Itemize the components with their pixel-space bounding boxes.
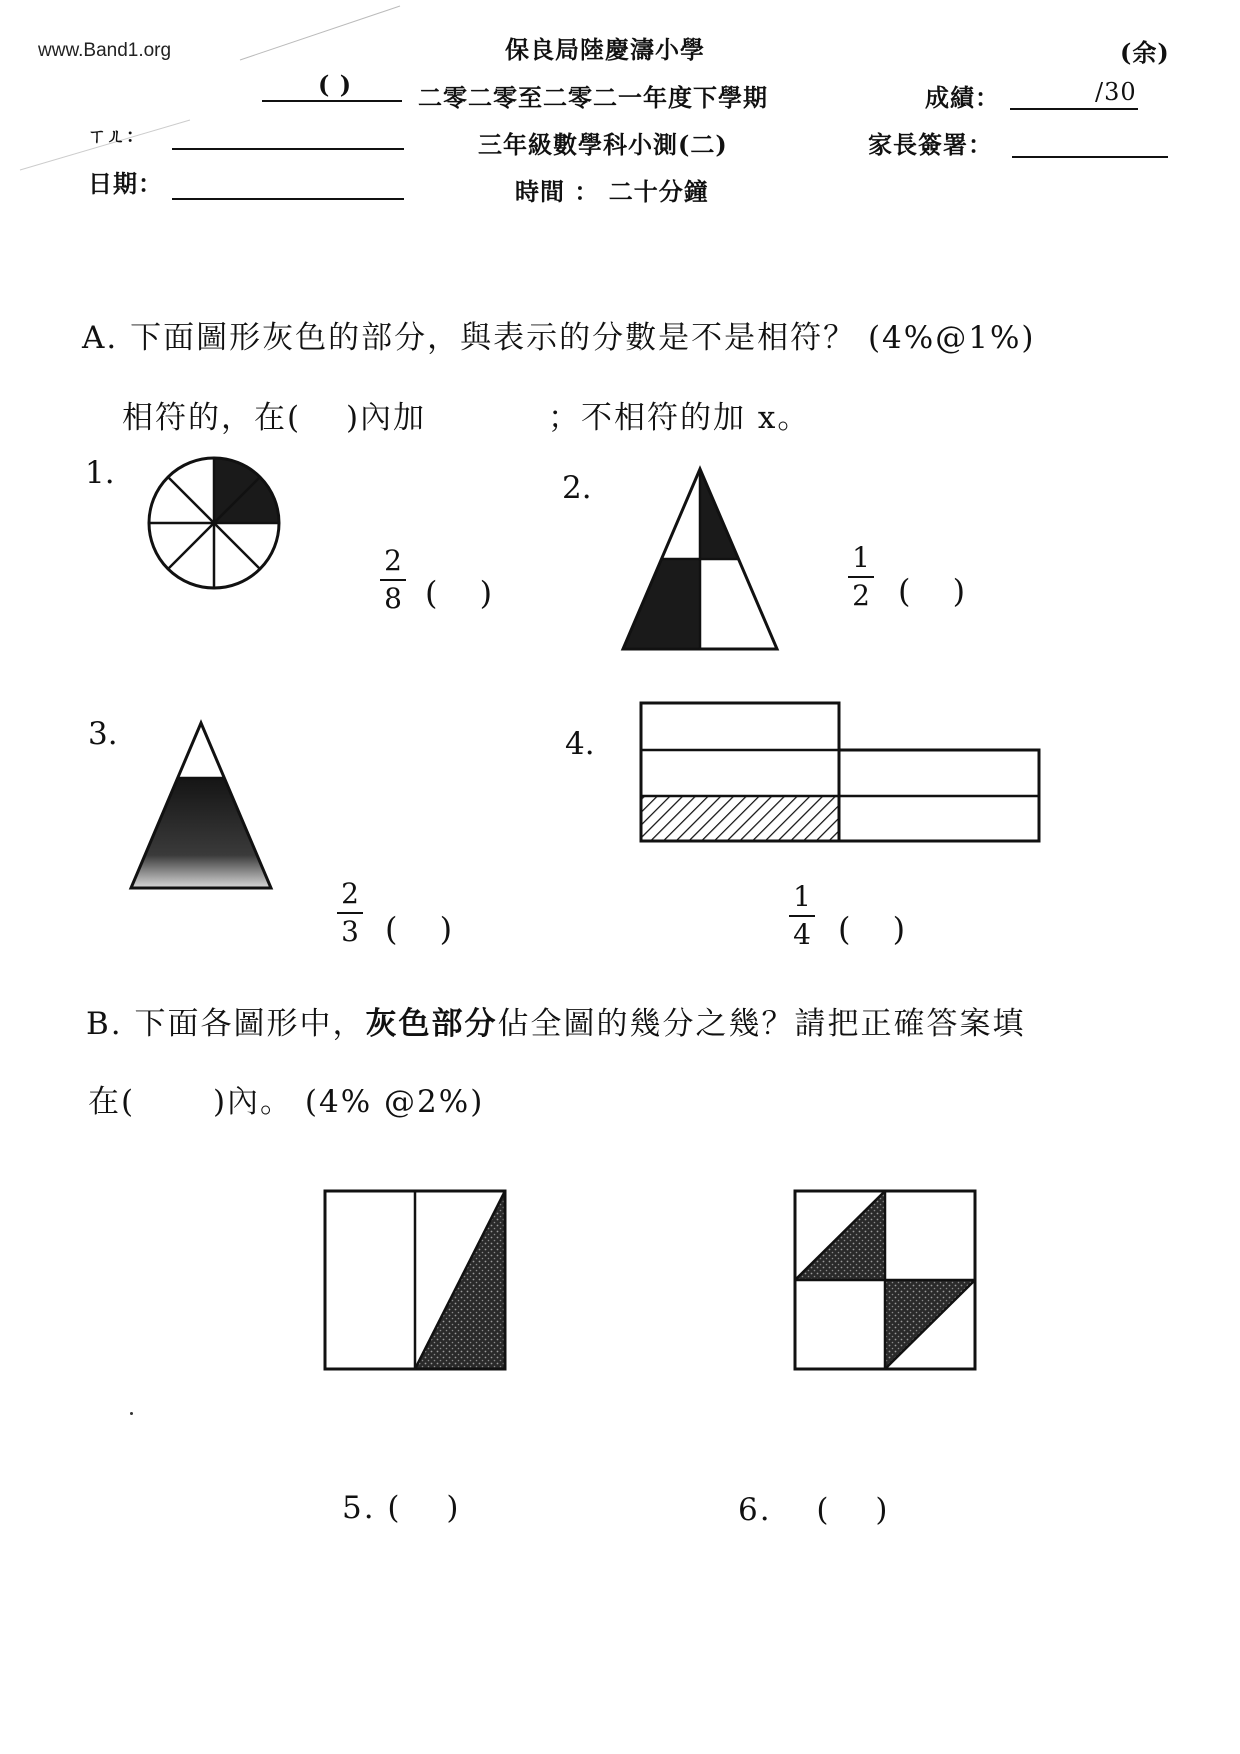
item-2-denominator: 2 <box>852 579 870 612</box>
item-6-answer: 6. ( ) <box>738 1492 890 1528</box>
item-5-answer: 5. ( ) <box>342 1490 461 1526</box>
fraction-bar <box>337 912 363 914</box>
item-2-number: 2. <box>562 470 592 506</box>
circle-figure <box>146 455 282 591</box>
item-4-fraction <box>787 880 817 951</box>
date-label: 日期： <box>88 169 163 198</box>
name-label: ㄒㄦ： <box>88 126 145 147</box>
scan-dot <box>130 1412 133 1415</box>
section-b-title-post: 佔全圖的幾分之幾？請把正確答案填 <box>497 1006 1026 1042</box>
item-3-number: 3. <box>88 716 118 752</box>
class-paren: ( ) <box>318 70 353 99</box>
rectangles-figure <box>638 700 1042 844</box>
item-1-number: 1. <box>85 455 115 491</box>
remark: (余) <box>1120 38 1170 67</box>
item-4-numerator: 1 <box>793 880 811 913</box>
score-label: 成績： <box>925 83 1000 112</box>
item-3-numerator: 2 <box>341 877 359 910</box>
item-3-fraction <box>335 877 365 948</box>
item-1-denominator: 8 <box>384 582 402 615</box>
item-2-numerator: 1 <box>852 541 870 574</box>
item-1-answer: ( ) <box>425 574 493 612</box>
item-4-number: 4. <box>565 726 595 762</box>
scan-streak <box>0 0 420 180</box>
name-line <box>172 148 404 150</box>
fraction-bar <box>848 576 874 578</box>
parent-signature-label: 家長簽署： <box>868 130 993 159</box>
term-title: 二零二零至二零二一年度下學期 <box>418 83 768 112</box>
school-name: 保良局陸慶濤小學 <box>505 35 705 64</box>
section-b-title-bold: 灰色部分 <box>365 1006 498 1042</box>
section-b-title-pre: B. 下面各圖形中， <box>86 1006 366 1042</box>
section-a-instruction-1: 相符的，在( )內加 <box>122 400 427 436</box>
section-a-title: A. 下面圖形灰色的部分，與表示的分數是不是相符？ (4%@1%) <box>82 320 1036 356</box>
score-total: /30 <box>1095 78 1137 106</box>
item-1-fraction <box>378 544 408 615</box>
fraction-bar <box>789 915 815 917</box>
fraction-bar <box>380 579 406 581</box>
item-2-answer: ( ) <box>898 572 966 610</box>
item-1-numerator: 2 <box>384 544 402 577</box>
square-triangle-figure <box>322 1188 508 1372</box>
watermark: www.Band1.org <box>38 40 172 61</box>
triangle-quarters-figure <box>620 466 780 652</box>
time-label: 時間 ： 二十分鐘 <box>515 177 709 206</box>
section-b-title <box>86 998 1026 1043</box>
section-b-line-2: 在( )內。 (4% @2%) <box>88 1084 485 1120</box>
parent-signature-line <box>1012 156 1168 158</box>
score-line <box>1010 108 1138 110</box>
subject-title: 三年級數學科小測(二) <box>478 130 728 159</box>
date-line <box>172 198 404 200</box>
square-quadrants-figure <box>792 1188 978 1372</box>
item-3-denominator: 3 <box>341 915 359 948</box>
item-4-answer: ( ) <box>838 910 906 948</box>
section-a-instruction-2: ；不相符的加 x。 <box>548 400 811 436</box>
triangle-shaded-figure <box>128 720 274 892</box>
item-4-denominator: 4 <box>793 918 811 951</box>
item-2-fraction <box>846 541 876 612</box>
item-3-answer: ( ) <box>385 910 453 948</box>
class-line <box>262 100 402 102</box>
